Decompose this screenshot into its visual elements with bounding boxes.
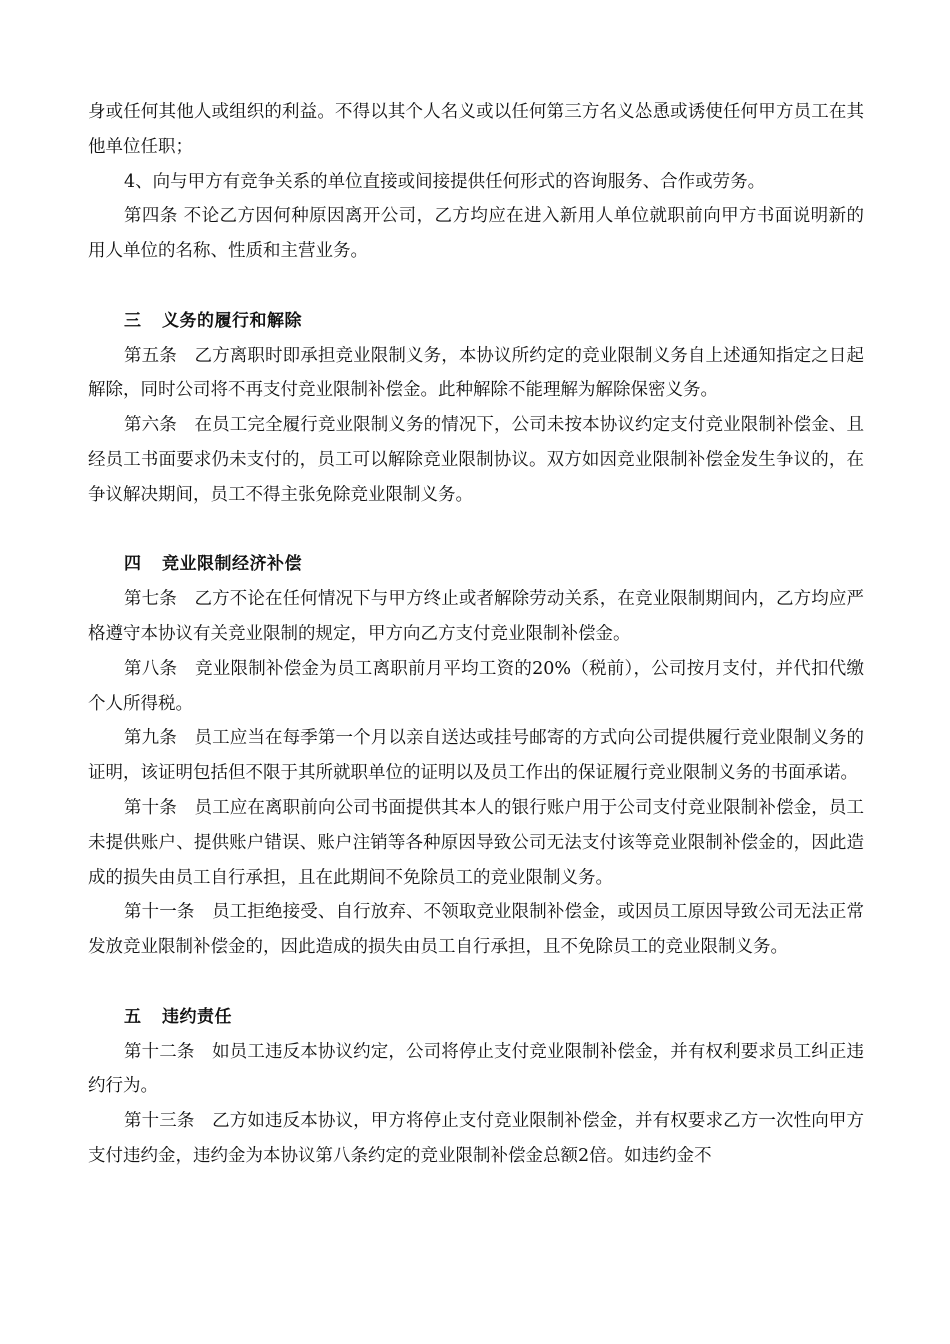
paragraph-article-8: 第八条 竞业限制补偿金为员工离职前月平均工资的20%（税前），公司按月支付，并代扣代缴个人所得税。 — [88, 658, 864, 714]
paragraph-article-13: 第十三条 乙方如违反本协议，甲方将停止支付竞业限制补偿金，并有权要求乙方一次性向甲方支付违约金，违约金为本协议第八条约定的竞业限制补偿金总额2倍。如违约金不 — [88, 1111, 864, 1166]
section-title: 违约责任 — [162, 1006, 232, 1027]
paragraph-article-7: 第七条 乙方不论在任何情况下与甲方终止或者解除劳动关系，在竞业限制期间内，乙方均应严格遵守本协议有关竞业限制的规定，甲方向乙方支付竞业限制补偿金。 — [88, 589, 864, 644]
paragraph-article-6: 第六条 在员工完全履行竞业限制义务的情况下，公司未按本协议约定支付竞业限制补偿金、且经员工书面要求仍未支付的，员工可以解除竞业限制协议。双方如因竞业限制补偿金发生争议的，在争议解决期间，员工不得主张免除竞业限制义务。 — [88, 415, 864, 505]
section-heading-3 — [88, 304, 864, 339]
section-heading-4 — [88, 547, 864, 582]
paragraph-continuation: 身或任何其他人或组织的利益。不得以其个人名义或以任何第三方名义怂恿或诱使任何甲方员工在其他单位任职； — [88, 102, 864, 157]
paragraph-article-11: 第十一条 员工拒绝接受、自行放弃、不领取竞业限制补偿金，或因员工原因导致公司无法正常发放竞业限制补偿金的，因此造成的损失由员工自行承担，且不免除员工的竞业限制义务。 — [88, 902, 864, 958]
paragraph-article-10: 第十条 员工应在离职前向公司书面提供其本人的银行账户用于公司支付竞业限制补偿金，员工未提供账户、提供账户错误、账户注销等各种原因导致公司无法支付该等竞业限制补偿金的，因此造成的损失由员工自行承担，且在此期间不免除员工的竞业限制义务。 — [88, 797, 864, 888]
document-page — [88, 95, 864, 1174]
section-number: 五 — [124, 1006, 142, 1027]
paragraph-article-9: 第九条 员工应当在每季第一个月以亲自送达或挂号邮寄的方式向公司提供履行竞业限制义务的证明，该证明包括但不限于其所就职单位的证明以及员工作出的保证履行竞业限制义务的书面承诺。 — [88, 728, 864, 784]
paragraph-article-12: 第十二条 如员工违反本协议约定，公司将停止支付竞业限制补偿金，并有权利要求员工纠正违约行为。 — [88, 1041, 864, 1097]
section-title: 竞业限制经济补偿 — [162, 554, 302, 575]
paragraph-item-4: 4、向与甲方有竞争关系的单位直接或间接提供任何形式的咨询服务、合作或劳务。 — [124, 171, 766, 192]
section-number: 四 — [124, 554, 142, 575]
section-heading-5 — [88, 1000, 864, 1035]
section-number: 三 — [124, 310, 142, 331]
section-title: 义务的履行和解除 — [162, 310, 302, 331]
paragraph-article-4: 第四条 不论乙方因何种原因离开公司，乙方均应在进入新用人单位就职前向甲方书面说明新的用人单位的名称、性质和主营业务。 — [88, 206, 864, 262]
paragraph-article-5: 第五条 乙方离职时即承担竞业限制义务，本协议所约定的竞业限制义务自上述通知指定之日起解除，同时公司将不再支付竞业限制补偿金。此种解除不能理解为解除保密义务。 — [88, 345, 864, 401]
